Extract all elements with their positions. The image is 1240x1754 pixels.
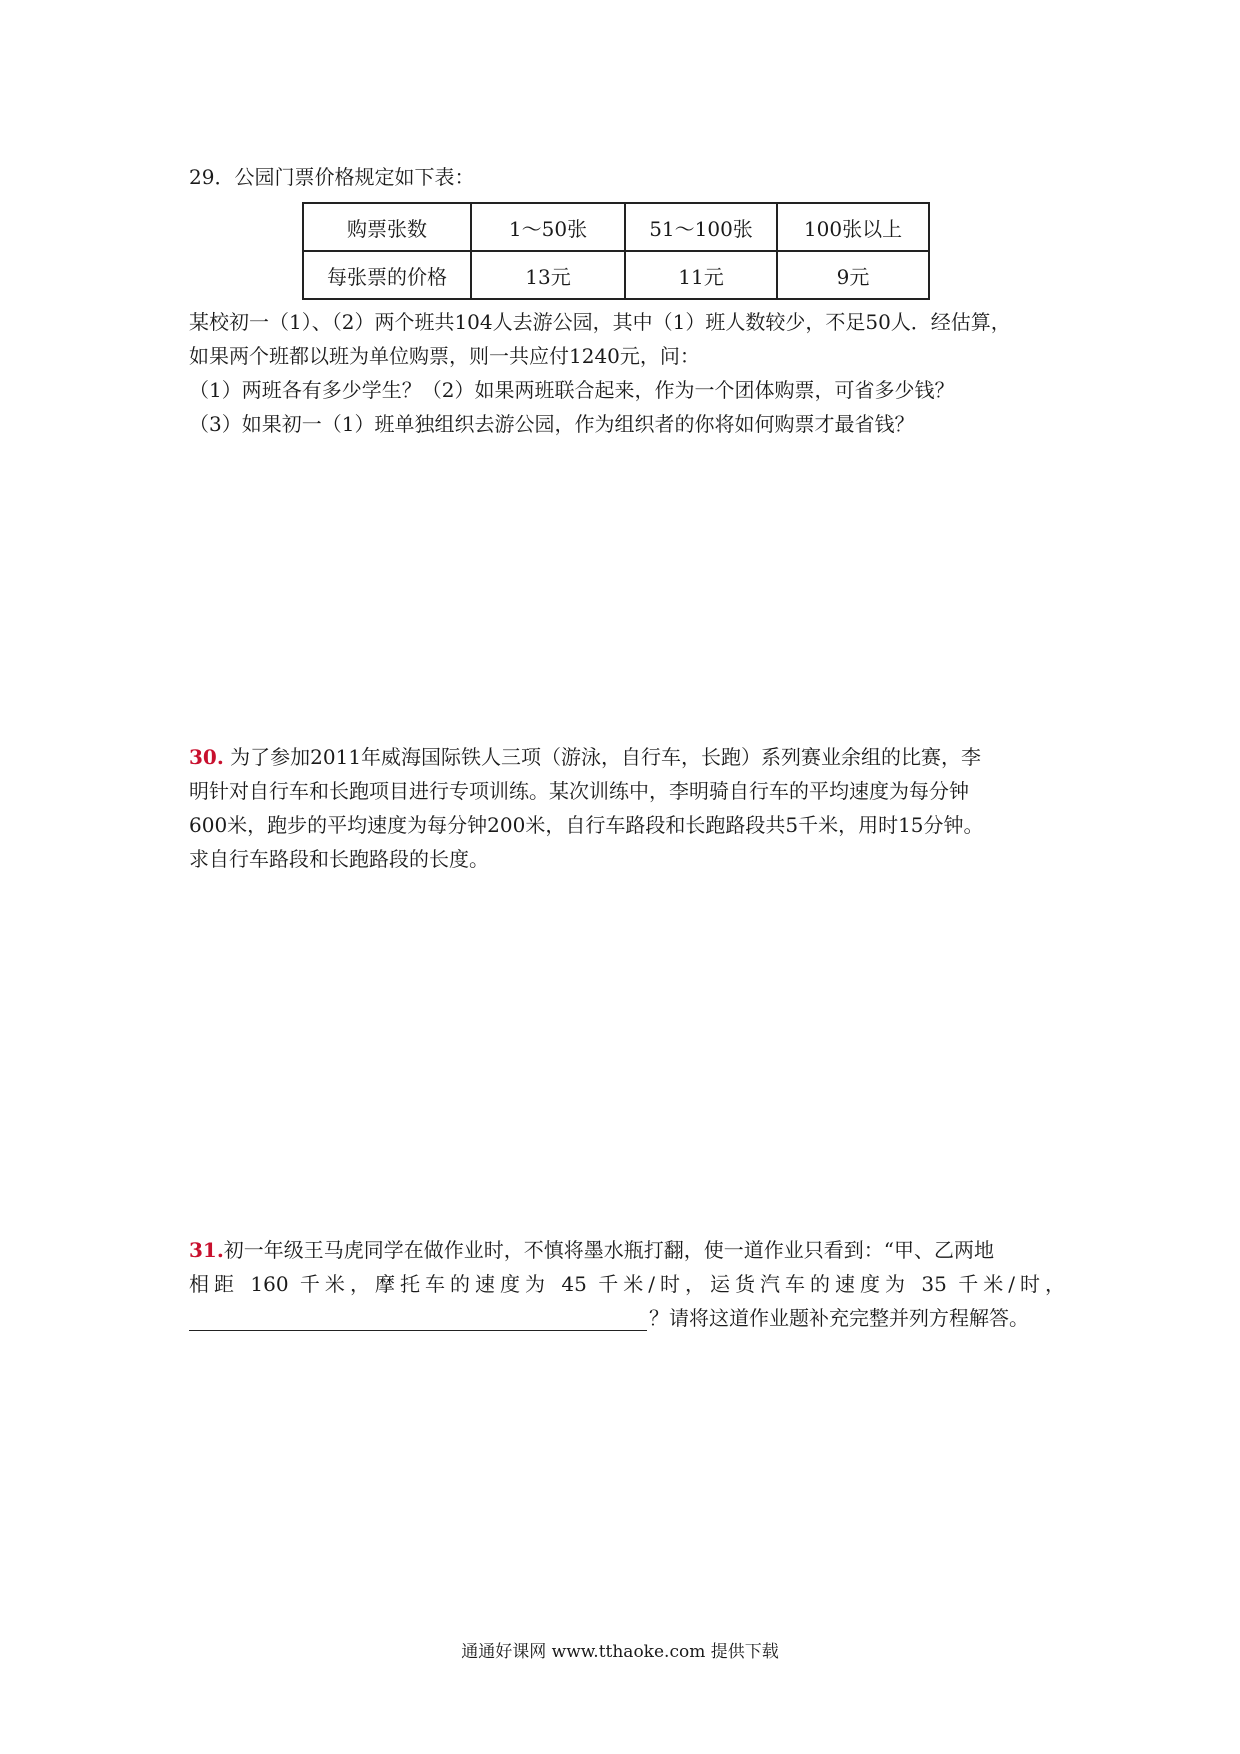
answer-blank xyxy=(189,1308,647,1331)
question-29-line-4: （3）如果初一（1）班单独组织去游公园，作为组织者的你将如何购票才最省钱？ xyxy=(189,412,915,436)
question-31-number: 31. xyxy=(189,1238,224,1262)
table-header-cell: 1～50张 xyxy=(471,203,625,251)
table-row-label: 每张票的价格 xyxy=(303,251,471,299)
question-30-line-4: 求自行车路段和长跑路段的长度。 xyxy=(189,847,489,871)
page-footer: 通通好课网 www.tthaoke.com 提供下载 xyxy=(461,1642,779,1662)
question-31-line-1 xyxy=(189,1234,994,1263)
table-cell: 13元 xyxy=(471,251,625,299)
question-31-text: 初一年级王马虎同学在做作业时，不慎将墨水瓶打翻，使一道作业只看到：“甲、乙两地 xyxy=(223,1238,995,1262)
question-29-line-2: 如果两个班都以班为单位购票，则一共应付1240元，问： xyxy=(189,344,700,368)
table-header-cell: 51～100张 xyxy=(625,203,777,251)
question-31-line-2: 相距 160 千米，摩托车的速度为 45 千米/时，运货汽车的速度为 35 千米/时， xyxy=(189,1272,1065,1296)
question-29-title: 29．公园门票价格规定如下表： xyxy=(189,165,475,189)
question-30-line-2: 明针对自行车和长跑项目进行专项训练。某次训练中，李明骑自行车的平均速度为每分钟 xyxy=(189,779,969,803)
question-30-line-1 xyxy=(189,741,981,770)
table-row xyxy=(303,251,929,299)
table-header-cell: 100张以上 xyxy=(777,203,929,251)
question-29-line-1: 某校初一（1）、（2）两个班共104人去游公园，其中（1）班人数较少，不足50人．经估算， xyxy=(189,310,1011,334)
table-header-cell: 购票张数 xyxy=(303,203,471,251)
table-row xyxy=(303,203,929,251)
table-cell: 11元 xyxy=(625,251,777,299)
question-31-line-3 xyxy=(189,1302,1029,1331)
question-31-line-3-tail: ？请将这道作业题补充完整并列方程解答。 xyxy=(649,1306,1029,1330)
table-cell: 9元 xyxy=(777,251,929,299)
question-30-text: 为了参加2011年威海国际铁人三项（游泳，自行车，长跑）系列赛业余组的比赛，李 xyxy=(230,745,982,769)
question-30-number: 30. xyxy=(189,745,224,769)
question-30-line-3: 600米，跑步的平均速度为每分钟200米，自行车路段和长跑路段共5千米，用时15分钟。 xyxy=(189,813,984,837)
question-29-line-3: （1）两班各有多少学生？（2）如果两班联合起来，作为一个团体购票，可省多少钱？ xyxy=(189,378,955,402)
price-table xyxy=(302,202,930,300)
